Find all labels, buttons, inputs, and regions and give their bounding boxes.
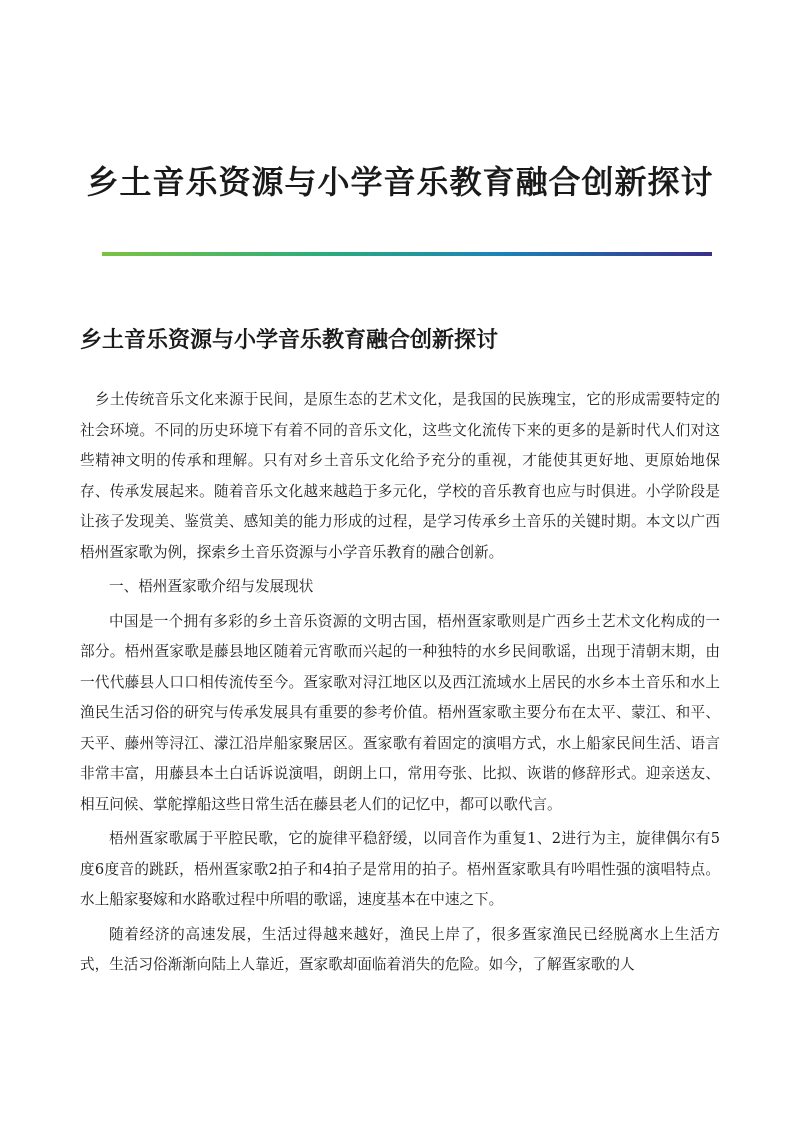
title-divider [102,252,712,256]
body-text [80,385,720,981]
cover-title: 乡土音乐资源与小学音乐教育融合创新探讨 [86,163,714,201]
paragraph: 随着经济的高速发展，生活过得越来越好，渔民上岸了，很多疍家渔民已经脱离水上生活方式，生活习俗渐渐向陆上人靠近，疍家歌却面临着消失的危险。如今，了解疍家歌的人 [80,925,720,973]
paragraph: 乡土传统音乐文化来源于民间，是原生态的艺术文化，是我国的民族瑰宝，它的形成需要特定的社会环境。不同的历史环境下有着不同的音乐文化，这些文化流传下来的更多的是新时代人们对这些精神文明的传承和理解。只有对乡土音乐文化给予充分的重视，才能使其更好地、更原始地保存、传承发展起来。随着音乐文化越来越趋于多元化，学校的音乐教育也应与时俱进。小学阶段是让孩子发现美、鉴赏美、感知美的能力形成的过程，是学习传承乡土音乐的关键时期。本文以广西梧州疍家歌为例，探索乡土音乐资源与小学音乐教育的融合创新。 [80,391,720,561]
section-heading: 乡土音乐资源与小学音乐教育融合创新探讨 [80,327,499,353]
paragraph: 中国是一个拥有多彩的乡土音乐资源的文明古国，梧州疍家歌则是广西乡土艺术文化构成的一部分。梧州疍家歌是藤县地区随着元宵歌而兴起的一种独特的水乡民间歌谣，出现于清朝末期，由一代代藤县人口口相传流传至今。疍家歌对浔江地区以及西江流域水上居民的水乡本土音乐和水上渔民生活习俗的研究与传承发展具有重要的参考价值。梧州疍家歌主要分布在太平、蒙江、和平、天平、藤州等浔江、濛江沿岸船家聚居区。疍家歌有着固定的演唱方式，水上船家民间生活、语言非常丰富，用藤县本土白话诉说演唱，朗朗上口，常用夸张、比拟、诙谐的修辞形式。迎亲送友、相互问候、掌舵撑船这些日常生活在藤县老人们的记忆中，都可以歌代言。 [80,612,720,813]
subheading: 一、梧州疍家歌介绍与发展现状 [109,578,314,595]
paragraph: 梧州疍家歌属于平腔民歌，它的旋律平稳舒缓，以同音作为重复1、2进行为主，旋律偶尔有5度6度音的跳跃，梧州疍家歌2拍子和4拍子是常用的拍子。梧州疍家歌具有吟唱性强的演唱特点。水上船家娶嫁和水路歌过程中所唱的歌谣，速度基本在中速之下。 [80,830,720,908]
